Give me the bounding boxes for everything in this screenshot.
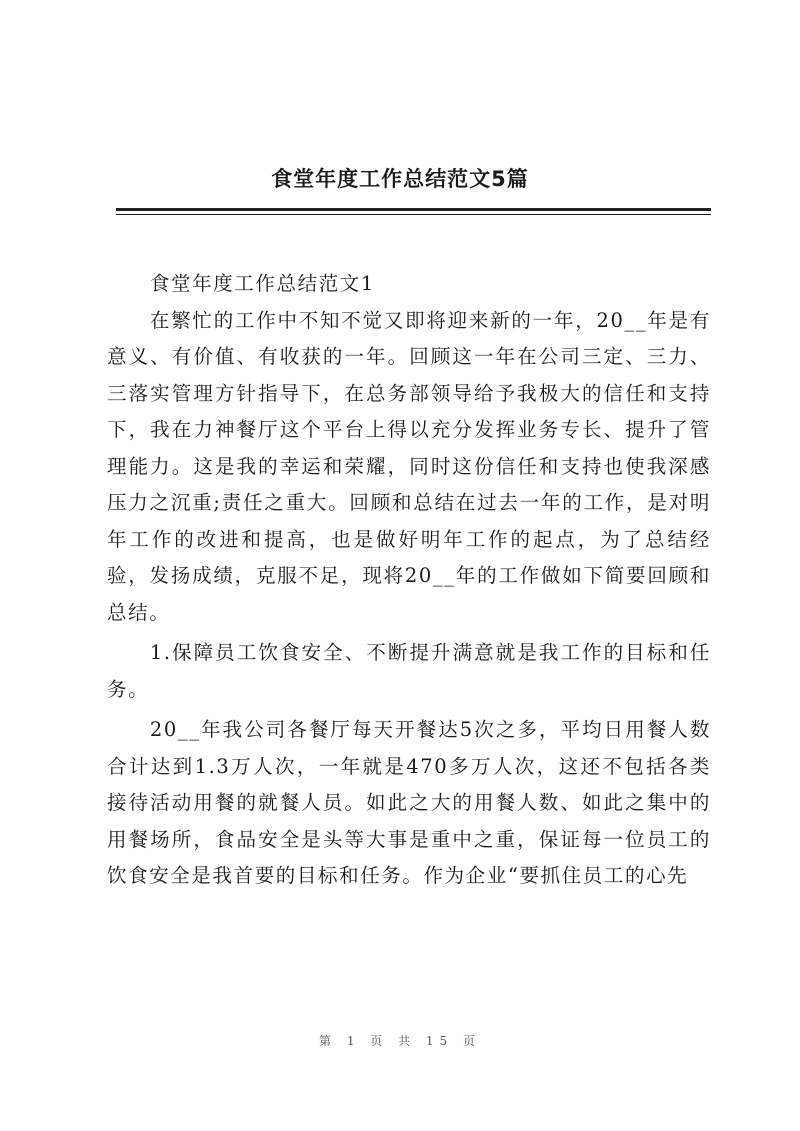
section-heading: 食堂年度工作总结范文1 [149,272,375,295]
document-title: 食堂年度工作总结范文5篇 [271,167,529,191]
body-paragraph-1: 在繁忙的工作中不知不觉又即将迎来新的一年，20__年是有意义、有价值、有收获的一年。回顾这一年在公司三定、三力、三落实管理方针指导下，在总务部领导给予我极大的信任和支持下，我在力神餐厅这个平台上得以充分发挥业务专长、提升了管理能力。这是我的幸运和荣耀，同时这份信任和支持也使我深感压力之沉重;责任之重大。回顾和总结在过去一年的工作，是对明年工作的改进和提高，也是做好明年工作的起点，为了总结经验，发扬成绩，克服不足，现将20__年的工作做如下简要回顾和总结。 [107,308,711,624]
title-underline-thick [116,208,711,211]
page-number-footer: 第 1 页 共 15 页 [319,1034,481,1048]
document-body [107,266,711,895]
body-paragraph-3: 20__年我公司各餐厅每天开餐达5次之多，平均日用餐人数合计达到1.3万人次，一年就是470多万人次，这还不包括各类接待活动用餐的就餐人员。如此之大的用餐人数、如此之集中的用餐场所，食品安全是头等大事是重中之重，保证每一位员工的饮食安全是我首要的目标和任务。作为企业“要抓住员工的心先 [107,718,711,887]
title-underline-thin [116,214,711,215]
body-paragraph-2: 1.保障员工饮食安全、不断提升满意就是我工作的目标和任务。 [107,641,711,701]
